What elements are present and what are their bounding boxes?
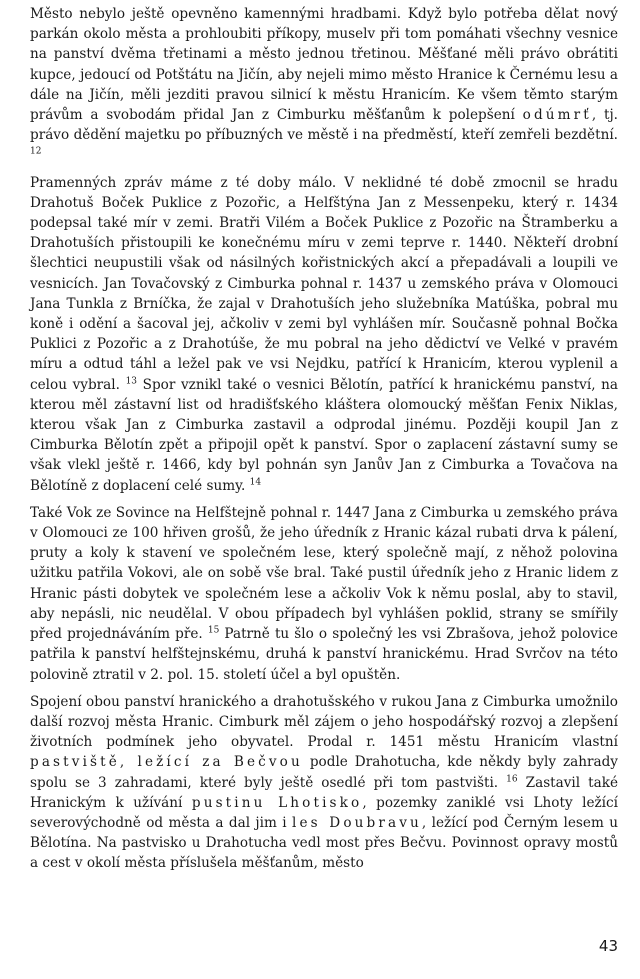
footnote-ref: 12 bbox=[30, 146, 42, 157]
spaced-emphasis: odúmrť bbox=[522, 107, 592, 124]
paragraph-4 bbox=[30, 692, 618, 874]
text-run: , ležící pod Černým lesem u Bělotína. Na pastvisko u Drahotucha vedl most přes Bečvu. Povinnost opravy mostů a cest v okolí města příslušela měšťanům, město bbox=[30, 814, 618, 872]
spaced-emphasis: les Doubravu bbox=[292, 814, 422, 831]
spaced-emphasis: pastviště, ležící za Bečvou bbox=[30, 754, 303, 771]
text-run: , tj. právo dědění majetku po příbuzných ve městě i na předměstí, kteří zemřeli bezdětní. bbox=[30, 107, 618, 144]
text-run: Spor vznikl také o vesnici Bělotín, patřící k hranickému panství, na kterou měl zástavní list od hradišťského kláštera olomoucký měšťan Fenix Niklas, kterou však Jan z Cimburka zastavil a odprodal jinému. Později koupil Jan z Cimburka Bělotín zpět a připojil opět k panství. Spor o zaplacení zástavní sumy se však vlekl ještě r. 1466, kdy byl pohnán syn Janův Jan z Cimburka a Tovačova na Bělotíně z doplacení celé sumy. bbox=[30, 376, 619, 494]
paragraph-2 bbox=[30, 173, 618, 496]
footnote-ref: 16 bbox=[506, 773, 518, 784]
text-run: Pramenných zpráv máme z té doby málo. V neklidné té době zmocnil se hradu Drahotuš Boček Puklice z Pozořic, a Helfštýna Jan z Messenpeku, který r. 1434 podepsal také mír v zemi. Bratři Vilém a Boček Puklice z Pozořic na Štramberku a Drahotuších přistoupili ke konečnému míru v zemi teprve r. 1440. Někteří drobní šlechtici neupustili však od násilných kořistnických akcí a přepadávali a loupili ve vesnicích. Jan Tovačovský z Cimburka pohnal r. 1437 u zemského práva v Olomouci Jana Tunkla z Brníčka, že zajal v Drahotuších jeho služebníka Matúška, pobral mu koně i odění a šacoval jej, ačkoliv v zemi byl vyhlášen mír. Současně pohnal Bočka Puklici z Pozořic a z Drahotúše, že mu pobral na jeho dědictví ve Velké v pravém míru a odtud táhl a ležel pak ve vsi Nejdku, patřící k Hranicím, kterou vyplenil a celou vybral. bbox=[30, 174, 618, 393]
text-run: Město nebylo ještě opevněno kamennými hradbami. Když bylo potřeba dělat nový parkán okolo města a prohloubiti příkopy, muselv při tom pomáhati všechny vesnice na panství dvěma třetinami a město jednou třetinou. Měšťané měli právo obrátiti kupce, jedoucí od Potštátu na Jičín, aby nejeli mimo město Hranice k Černému lesu a dále na Jičín, měli jezditi pravou silnicí k městu Hranicím. Ke všem těmto starým právům a svobodám přidal Jan z Cimburku měšťanům k polepšení bbox=[30, 6, 618, 124]
text-run: , pozemky zaniklé vsi Lhoty ležící severovýchodně od města a dal jim i bbox=[30, 794, 618, 831]
text-column bbox=[30, 4, 618, 881]
paragraph-3 bbox=[30, 503, 618, 685]
text-run: podle Drahotucha, kde někdy byly zahrady spolu se 3 zahradami, které byly ještě osedlé při tom pastvišti. bbox=[30, 754, 618, 791]
text-run: Zastavil také Hranickým k užívání bbox=[30, 774, 619, 811]
text-run: Také Vok ze Sovince na Helfštejně pohnal r. 1447 Jana z Cimburka u zemského práva v Olomouci ze 100 hřiven grošů, že jeho úředník z Hranic kázal rubati drva k pálení, pruty a koly k stavení ve společném lese, který společně mají, z něhož polovina užitku patřila Vokovi, ale on sobě vše bral. Také pustil úředník jeho z Hranic lidem z Hranic pásti dobytek ve společném lese a ačkoliv Vok k němu poslal, aby to stavil, aby nepásli, nic neudělal. V obou případech byl vyhlášen poklid, strany se smířily před projednáváním pře. bbox=[30, 504, 618, 643]
text-run: Spojení obou panství hranického a drahotušského v rukou Jana z Cimburka umožnilo další rozvoj města Hranic. Cimburk měl zájem o jeho hospodářský rozvoj a zlepšení životních podmínek jeho obyvatel. Prodal r. 1451 městu Hranicím vlastní bbox=[30, 693, 618, 751]
footnote-ref: 14 bbox=[249, 477, 262, 488]
page-number: 43 bbox=[598, 937, 618, 955]
spaced-emphasis: pustinu Lhotisko bbox=[191, 794, 363, 811]
footnote-ref: 13 bbox=[125, 376, 138, 387]
text-run: Patrně tu šlo o společný les vsi Zbrašova, jehož polovice patřila k panství helfštejnskému, druhá k panství hranickému. Hrad Svrčov na této polovině ztratil v 2. pol. 15. století účel a byl opuštěn. bbox=[30, 626, 618, 683]
paragraph-1 bbox=[30, 4, 618, 166]
footnote-ref: 15 bbox=[207, 625, 220, 636]
